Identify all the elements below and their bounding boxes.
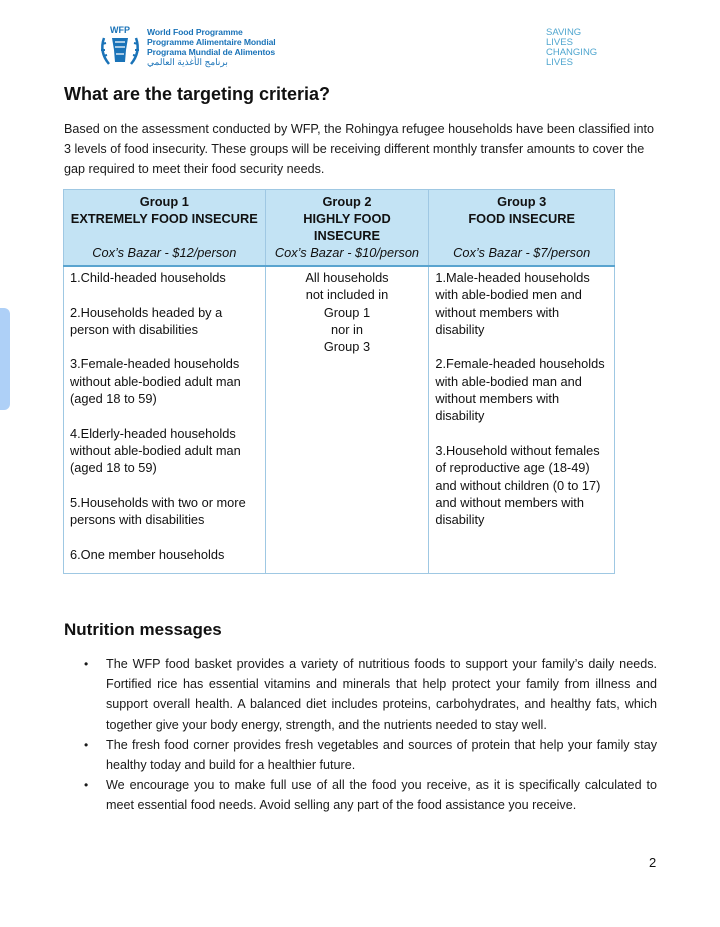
table-row xyxy=(64,266,615,574)
wfp-emblem-icon xyxy=(95,24,145,70)
slogan-line: CHANGING xyxy=(546,47,598,58)
logo-line-en: World Food Programme xyxy=(147,27,243,37)
group-level: HIGHLY FOOD INSECURE xyxy=(303,211,391,243)
bullet-icon: • xyxy=(84,737,89,752)
criteria-item: 3.Female-headed households without able-bodied adult man (aged 18 to 59) xyxy=(70,356,241,407)
criteria-item: 6.One member households xyxy=(70,546,225,562)
group-level: FOOD INSECURE xyxy=(468,211,575,226)
criteria-line: not included in xyxy=(305,287,389,303)
bullet-icon: • xyxy=(84,657,89,671)
list-item-text: The fresh food corner provides fresh vegetables and sources of protein that help your family stay healthy today and build for a healthier future. xyxy=(106,737,657,773)
document-header xyxy=(95,24,655,74)
group-label: Group 1 xyxy=(139,194,189,209)
slogan-line: LIVES xyxy=(546,37,573,48)
bullet-icon: • xyxy=(84,778,89,793)
page-number: 2 xyxy=(649,855,657,870)
group-label: Group 3 xyxy=(497,194,547,209)
list-item xyxy=(64,735,657,775)
criteria-item: 4.Elderly-headed households without able-bodied adult man (aged 18 to 59) xyxy=(70,425,241,476)
list-item xyxy=(64,654,657,735)
slogan-line: LIVES xyxy=(546,57,573,68)
criteria-item: 2.Female-headed households with able-bodied man and without members with disability xyxy=(435,356,605,424)
criteria-line: Group 3 xyxy=(323,339,371,355)
criteria-item: 5.Households with two or more persons with disabilities xyxy=(70,494,246,528)
criteria-line: All households xyxy=(305,270,389,285)
targeting-criteria-table xyxy=(63,189,615,574)
header-group-2 xyxy=(265,190,429,267)
logo-line-es: Programa Mundial de Alimentos xyxy=(147,47,276,57)
table-header-row xyxy=(64,190,615,267)
criteria-line: nor in xyxy=(330,321,363,337)
slogan xyxy=(546,28,597,68)
nutrition-messages-list xyxy=(64,654,657,816)
list-item xyxy=(64,775,657,815)
logo-line-ar: برنامج الأغذية العالمي xyxy=(147,57,228,67)
criteria-item: 2.Households headed by a person with disabilities xyxy=(70,304,223,337)
group-2-criteria xyxy=(265,266,429,574)
group-level: EXTREMELY FOOD INSECURE xyxy=(70,211,258,226)
group-3-criteria xyxy=(429,266,615,574)
criteria-line: Group 1 xyxy=(323,304,371,320)
group-amount: Cox’s Bazar - $10/person xyxy=(274,245,420,260)
group-label: Group 2 xyxy=(322,194,372,209)
criteria-item: 1.Child-headed households xyxy=(70,270,226,285)
group-1-criteria xyxy=(64,266,266,574)
header-group-1 xyxy=(64,190,266,267)
slogan-line: SAVING xyxy=(546,27,582,38)
list-item-text: We encourage you to make full use of all the food you receive, as it is specifically calculated to meet essential food needs. Avoid selling any part of the food assistance you receive. xyxy=(106,778,657,813)
header-group-3 xyxy=(429,190,615,267)
wfp-acronym: WFP xyxy=(110,25,130,35)
side-panel-tab[interactable] xyxy=(0,308,10,410)
group-amount: Cox’s Bazar - $12/person xyxy=(92,245,237,260)
intro-paragraph: Based on the assessment conducted by WFP, the Rohingya refugee households have been classified into 3 levels of food insecurity. These groups will be receiving different monthly transfer amounts to cover the gap required to meet their food security needs. xyxy=(64,122,654,176)
logo-line-fr: Programme Alimentaire Mondial xyxy=(147,37,276,47)
list-item-text: The WFP food basket provides a variety of nutritious foods to support your family’s daily needs. Fortified rice has essential vitamins and minerals that help protect your family from illness and support overall health. A balanced diet includes proteins, carbohydrates, and healthy fats, which together give your body energy, strength, and the nutrients needed to stay well. xyxy=(106,657,657,732)
criteria-item: 3.Household without females of reproductive age (18-49) and without children (0 to 17) and without members with disability xyxy=(435,442,601,528)
criteria-item: 1.Male-headed households with able-bodied men and without members with disability xyxy=(435,270,590,337)
section-title-targeting: What are the targeting criteria? xyxy=(64,84,331,104)
group-amount: Cox’s Bazar - $7/person xyxy=(453,245,591,260)
section-title-nutrition: Nutrition messages xyxy=(64,620,222,639)
wfp-logo xyxy=(95,24,276,70)
wfp-logo-text xyxy=(147,27,276,67)
